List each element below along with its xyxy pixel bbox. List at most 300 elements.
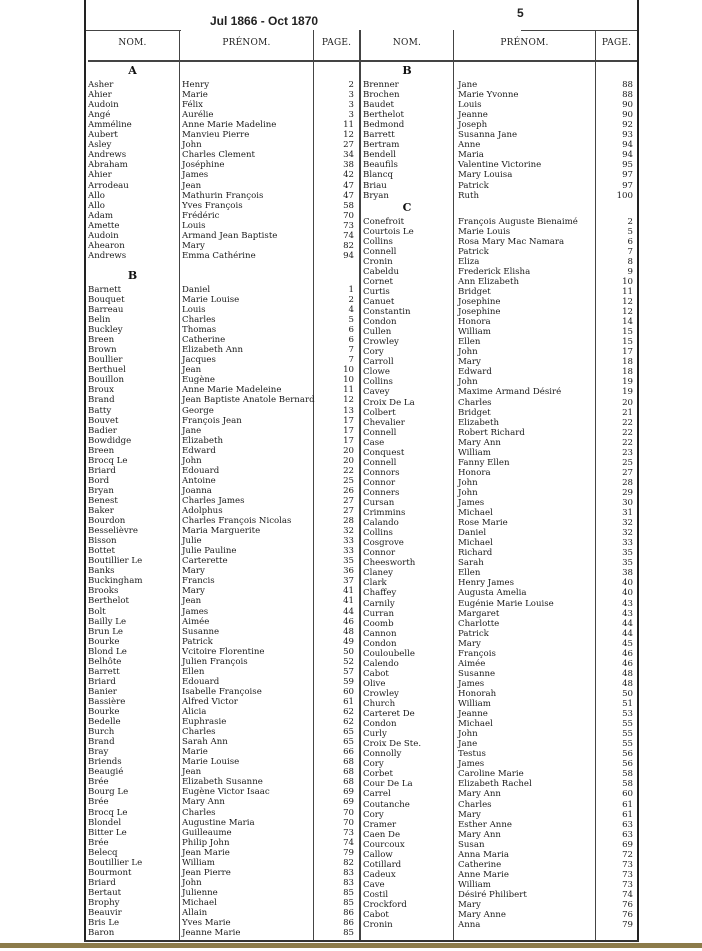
entry-page: 6 (348, 325, 354, 336)
entry-nom: Briau (363, 180, 387, 191)
entry-prenom: Vcitoire Florentine (182, 646, 265, 657)
entry-prenom: Honora (458, 317, 491, 328)
entry-prenom: Mathurin François (182, 190, 264, 201)
header-nom-right: NOM. (392, 38, 422, 48)
entry-page: 14 (622, 317, 633, 328)
entry-prenom: Mary (458, 638, 481, 649)
entry-page: 73 (343, 220, 354, 231)
entry-nom: Andrews (88, 250, 127, 261)
entry-prenom: Patrick (182, 636, 213, 647)
entry-prenom: Charles (182, 727, 216, 738)
entry-page: 65 (343, 737, 354, 748)
entry-prenom: Augustine Maria (182, 817, 255, 828)
entry-nom: Cheesworth (363, 558, 416, 569)
entry-page: 86 (343, 908, 354, 918)
entry-nom: Baron (88, 928, 115, 939)
entry-prenom: Michael (458, 508, 493, 519)
entry-nom: Brochen (363, 90, 400, 101)
entry-prenom: Louis (182, 220, 206, 231)
entry-nom: Church (363, 699, 396, 709)
entry-prenom: John (458, 377, 478, 388)
entry-prenom: Mary Ann (458, 789, 501, 800)
entry-page: 83 (343, 867, 354, 878)
entry-prenom: Daniel (458, 528, 487, 539)
entry-page: 73 (622, 879, 633, 890)
entry-page: 26 (343, 485, 354, 496)
entry-page: 12 (622, 297, 633, 307)
entry-page: 7 (348, 345, 354, 356)
entry-nom: Cavey (363, 387, 390, 398)
frame-border-right (637, 0, 639, 942)
entry-nom: Bertram (363, 140, 400, 151)
entry-page: 82 (343, 240, 354, 251)
entry-page: 68 (343, 777, 354, 788)
entry-page: 45 (622, 638, 633, 649)
entry-nom: Brand (88, 737, 115, 748)
entry-page: 50 (622, 688, 633, 699)
entry-nom: Boullier (88, 355, 123, 366)
entry-page: 35 (622, 558, 633, 569)
entry-prenom: Jacques (182, 355, 216, 366)
entry-prenom: Marie Louis (458, 226, 511, 237)
entry-prenom: Charles James (182, 495, 245, 506)
entry-prenom: Daniel (182, 284, 211, 295)
entry-prenom: Mary (458, 809, 481, 820)
entry-page: 7 (627, 246, 633, 257)
divider-center (359, 30, 361, 940)
entry-prenom: Charles (182, 315, 216, 326)
entry-nom: Beaugié (88, 767, 124, 778)
entry-prenom: Patrick (458, 628, 489, 639)
entry-page: 93 (622, 130, 633, 141)
header-top-rule-right (521, 30, 637, 31)
date-range: Jul 1866 - Oct 1870 (210, 14, 319, 28)
entry-page: 27 (622, 467, 633, 478)
entry-prenom: Anna (458, 920, 481, 931)
entry-page: 21 (622, 407, 633, 418)
entry-prenom: James (182, 170, 209, 181)
entry-page: 2 (348, 80, 354, 90)
entry-page: 76 (622, 900, 633, 910)
entry-page: 36 (343, 566, 354, 577)
entry-prenom: Joseph (458, 120, 488, 131)
entry-page: 3 (348, 110, 354, 121)
section-letter: A (128, 64, 137, 77)
entry-page: 47 (343, 180, 354, 191)
frame-border-left (84, 0, 86, 942)
entry-page: 20 (343, 445, 354, 456)
entry-prenom: John (182, 877, 202, 888)
entry-page: 3 (348, 100, 354, 111)
entry-prenom: Thomas (182, 325, 217, 336)
entry-nom: Ahier (88, 90, 112, 101)
entry-page: 48 (622, 678, 633, 689)
entry-nom: Cabeldu (363, 266, 400, 277)
entry-nom: Crowley (363, 688, 399, 699)
entry-page: 18 (622, 357, 633, 368)
entry-nom: Bisson (88, 536, 117, 547)
entry-prenom: François Jean (182, 415, 242, 426)
entry-page: 85 (343, 887, 354, 898)
page-mark: 5 (517, 6, 524, 20)
entry-prenom: Ann Elizabeth (458, 276, 520, 287)
entry-nom: Amette (88, 220, 120, 231)
entry-prenom: Charles François Nicolas (182, 516, 292, 527)
entry-nom: Condon (363, 719, 397, 730)
entry-nom: Chaffey (363, 588, 397, 599)
entry-nom: Croix De Ste. (363, 739, 422, 750)
entry-page: 11 (622, 286, 633, 297)
entry-nom: Callow (363, 849, 393, 860)
entry-page: 27 (343, 140, 354, 151)
entry-page: 68 (343, 757, 354, 768)
entry-nom: Bouillon (88, 375, 124, 386)
entry-nom: Connolly (363, 749, 402, 760)
entry-page: 46 (622, 658, 633, 669)
entry-page: 15 (622, 337, 633, 348)
divider-nom-prenom-left (179, 30, 180, 940)
entry-nom: Breen (88, 445, 115, 456)
entry-page: 43 (622, 598, 633, 609)
entry-prenom: Isabelle Françoise (182, 686, 262, 697)
entry-nom: Blondel (88, 817, 122, 828)
entry-prenom: Jeanne (458, 110, 488, 121)
entry-page: 72 (622, 849, 633, 860)
entry-page: 10 (622, 276, 633, 287)
entry-prenom: Julie (182, 536, 202, 547)
entry-page: 95 (622, 160, 633, 171)
header-nom-left: NOM. (118, 38, 147, 48)
entry-nom: Croix De La (363, 397, 415, 408)
entry-prenom: Bridget (458, 286, 491, 297)
entry-page: 38 (622, 568, 633, 579)
entry-nom: Olive (363, 678, 386, 689)
entry-prenom: Charles (182, 807, 216, 818)
entry-prenom: Francis (182, 576, 215, 587)
entry-nom: Carnily (363, 598, 395, 609)
entry-nom: Cronin (363, 256, 393, 267)
entry-prenom: Margaret (458, 608, 500, 619)
entry-nom: Breen (88, 335, 115, 346)
entry-prenom: James (458, 759, 485, 770)
entry-nom: Bedmond (363, 120, 405, 131)
divider-nom-prenom-right (453, 30, 454, 940)
entry-page: 23 (622, 447, 633, 458)
entry-nom: Bourmont (88, 867, 132, 878)
entry-page: 32 (622, 518, 633, 529)
entry-prenom: Emma Cathérine (182, 250, 256, 261)
entry-page: 58 (622, 769, 633, 780)
entry-nom: Berthuel (88, 365, 126, 376)
entry-page: 17 (622, 347, 633, 358)
entry-page: 59 (343, 676, 354, 687)
entry-page: 20 (622, 397, 633, 408)
header-prenom-right: PRÉNOM. (500, 38, 549, 48)
entry-prenom: Elizabeth Ann (182, 345, 244, 356)
entry-prenom: Manvieu Pierre (182, 130, 250, 141)
entry-page: 48 (343, 626, 354, 637)
entry-nom: Bourg Le (88, 787, 129, 798)
entry-page: 74 (622, 889, 633, 900)
entry-page: 73 (622, 859, 633, 870)
entry-prenom: Edouard (182, 676, 220, 687)
entry-nom: Cory (363, 347, 384, 358)
entry-prenom: Jean Marie (182, 847, 230, 858)
entry-nom: Bourke (88, 636, 120, 647)
entry-prenom: Marie (182, 747, 208, 758)
entry-nom: Audoin (88, 100, 119, 111)
entry-nom: Bowdidge (88, 435, 132, 446)
entry-nom: Cosgrove (363, 538, 404, 549)
entry-nom: Cotillard (363, 859, 402, 870)
entry-prenom: Frederick Elisha (458, 266, 531, 277)
entry-nom: Andrews (88, 150, 127, 161)
entry-prenom: Yves Marie (182, 918, 231, 929)
entry-prenom: John (458, 729, 478, 740)
entry-page: 58 (343, 200, 354, 211)
entry-prenom: Caroline Marie (458, 769, 524, 780)
entry-page: 29 (622, 487, 633, 498)
entry-nom: Baudet (363, 100, 395, 111)
entry-page: 70 (343, 817, 354, 828)
entry-prenom: Michael (458, 538, 493, 549)
entry-page: 22 (622, 437, 633, 448)
entry-nom: Connell (363, 427, 397, 438)
entry-page: 27 (343, 506, 354, 516)
entry-page: 94 (622, 150, 633, 161)
entry-prenom: James (182, 606, 209, 617)
entry-nom: Beauvir (88, 908, 122, 918)
entry-nom: Cadeux (363, 869, 396, 880)
entry-page: 90 (622, 110, 633, 121)
entry-page: 8 (627, 256, 633, 267)
cropped-title-remnant (210, 0, 440, 5)
entry-prenom: Marie Louise (182, 757, 240, 768)
entry-nom: Banier (88, 686, 117, 697)
entry-nom: Constantin (363, 307, 411, 318)
entry-page: 13 (343, 405, 354, 416)
entry-nom: Arrodeau (88, 180, 129, 191)
entry-prenom: Allain (182, 908, 208, 918)
entry-nom: Briard (88, 877, 116, 888)
entry-page: 60 (343, 686, 354, 697)
entry-prenom: Susanna Jane (458, 130, 518, 141)
entry-nom: Bailly Le (88, 616, 127, 627)
entry-prenom: Marie Louise (182, 294, 240, 305)
entry-prenom: Ruth (458, 190, 479, 201)
entry-nom: Bryan (88, 485, 114, 496)
entry-nom: Canuet (363, 297, 395, 307)
entry-prenom: Philip John (182, 837, 230, 848)
entry-nom: Buckley (88, 325, 123, 336)
entry-prenom: Fanny Ellen (458, 457, 510, 468)
entry-page: 28 (622, 477, 633, 488)
entry-page: 17 (343, 415, 354, 426)
entry-prenom: John (182, 455, 202, 466)
entry-prenom: Maria Marguerite (182, 526, 261, 537)
entry-prenom: Jane (458, 80, 478, 90)
entry-nom: Conners (363, 487, 400, 498)
entry-nom: Cullen (363, 327, 392, 338)
entry-nom: Caen De (363, 829, 401, 840)
entry-page: 74 (343, 837, 354, 848)
entry-nom: Aubert (88, 130, 118, 141)
entry-page: 27 (343, 495, 354, 506)
entry-page: 70 (343, 807, 354, 818)
entry-nom: Cornet (363, 276, 393, 287)
entry-page: 58 (622, 779, 633, 790)
entry-prenom: François (458, 648, 496, 659)
entry-prenom: Ellen (182, 666, 205, 677)
entry-page: 65 (343, 727, 354, 738)
entry-prenom: Joséphine (182, 160, 225, 171)
entry-page: 97 (622, 180, 633, 191)
entry-nom: Belecq (88, 847, 118, 858)
entry-prenom: Anne (458, 140, 481, 151)
entry-prenom: William (458, 879, 491, 890)
entry-page: 35 (622, 548, 633, 559)
entry-prenom: Augusta Amelia (458, 588, 527, 599)
entry-prenom: Jeanne (458, 709, 488, 720)
entry-prenom: Eugène Victor Isaac (182, 787, 270, 798)
entry-page: 79 (622, 920, 633, 931)
entry-nom: Batty (88, 405, 112, 416)
entry-nom: Connell (363, 246, 397, 257)
entry-nom: Coomb (363, 618, 394, 629)
entry-nom: Costil (363, 889, 389, 900)
entry-nom: Connor (363, 548, 396, 559)
header-prenom-left: PRÉNOM. (222, 38, 271, 48)
bottom-stripe (0, 943, 702, 948)
entry-prenom: Mary Louisa (458, 170, 513, 181)
entry-prenom: Valentine Victorine (458, 160, 542, 171)
entry-prenom: Félix (182, 100, 203, 111)
entry-page: 31 (622, 508, 633, 519)
entry-page: 92 (622, 120, 633, 131)
entry-nom: Brand (88, 395, 115, 406)
entry-nom: Connell (363, 457, 397, 468)
entry-prenom: Marie Yvonne (458, 90, 519, 101)
entry-prenom: George (182, 405, 214, 416)
entry-page: 41 (343, 586, 354, 597)
entry-prenom: Jean (182, 180, 202, 191)
entry-nom: Conquest (363, 447, 405, 458)
entry-nom: Curran (363, 608, 394, 619)
entry-page: 5 (627, 226, 633, 237)
entry-nom: Brocq Le (88, 807, 128, 818)
entry-prenom: Anne Marie Madeline (182, 120, 277, 131)
entry-page: 38 (343, 160, 354, 171)
entry-prenom: Elizabeth Susanne (182, 777, 263, 788)
entry-page: 63 (622, 829, 633, 840)
entry-page: 61 (343, 696, 354, 707)
entry-nom: Banks (88, 566, 115, 577)
entry-nom: Couloubelle (363, 648, 415, 659)
entry-page: 12 (343, 395, 354, 406)
entry-page: 55 (622, 729, 633, 740)
entry-nom: Cour De La (363, 779, 413, 790)
entry-page: 49 (343, 636, 354, 647)
entry-nom: Carroll (363, 357, 394, 368)
entry-nom: Cave (363, 879, 385, 890)
entry-page: 73 (343, 827, 354, 838)
entry-prenom: Julienne (182, 887, 218, 898)
entry-prenom: John (458, 477, 478, 488)
entry-nom: Conefroit (363, 216, 405, 227)
entry-prenom: Bridget (458, 407, 491, 418)
entry-nom: Cory (363, 759, 384, 770)
entry-page: 35 (343, 556, 354, 567)
entry-nom: Allo (88, 200, 105, 211)
entry-prenom: John (182, 140, 202, 151)
entry-page: 40 (622, 588, 633, 599)
entry-prenom: Louis (182, 305, 206, 315)
entry-prenom: Armand Jean Baptiste (182, 230, 278, 241)
entry-nom: Barreau (88, 305, 124, 315)
entry-page: 32 (343, 526, 354, 537)
entry-nom: Brown (88, 345, 117, 356)
entry-nom: Brée (88, 797, 109, 808)
entry-prenom: Aurélie (182, 110, 214, 121)
entry-page: 43 (622, 608, 633, 619)
entry-page: 25 (622, 457, 633, 468)
entry-prenom: Charles (458, 397, 492, 408)
entry-page: 5 (348, 315, 354, 326)
entry-nom: Connors (363, 467, 400, 478)
entry-prenom: Mary Ann (182, 797, 225, 808)
entry-nom: Bourke (88, 707, 120, 717)
entry-page: 42 (343, 170, 354, 181)
entry-page: 62 (343, 717, 354, 728)
entry-page: 22 (343, 465, 354, 476)
entry-nom: Brenner (363, 80, 399, 90)
entry-nom: Bris Le (88, 918, 120, 929)
entry-nom: Bourdon (88, 516, 126, 527)
entry-nom: Adam (88, 210, 113, 221)
entry-nom: Cory (363, 809, 384, 820)
entry-page: 15 (622, 327, 633, 338)
entry-page: 44 (622, 618, 633, 629)
entry-prenom: Jean Pierre (182, 867, 231, 878)
entry-nom: Clowe (363, 367, 390, 378)
entry-nom: Besselièvre (88, 526, 138, 537)
entry-prenom: Eugénie Marie Louise (458, 598, 554, 609)
entry-page: 50 (343, 646, 354, 657)
entry-prenom: Adolphus (182, 506, 223, 516)
entry-prenom: Aimée (182, 616, 210, 627)
entry-nom: Asley (88, 140, 112, 151)
entry-nom: Bouvet (88, 415, 119, 426)
entry-nom: Crowley (363, 337, 399, 348)
entry-prenom: Sarah Ann (182, 737, 228, 748)
entry-nom: Brée (88, 777, 109, 788)
entry-prenom: Joanna (182, 485, 212, 496)
section-letter: B (402, 64, 412, 77)
entry-nom: Bendell (363, 150, 397, 161)
entry-prenom: Catherine (182, 335, 226, 346)
entry-page: 85 (343, 897, 354, 908)
entry-prenom: Michael (458, 719, 493, 730)
entry-nom: Berthelot (363, 110, 404, 121)
entry-nom: Brocq Le (88, 455, 128, 466)
entry-page: 56 (622, 759, 633, 770)
entry-prenom: Henry James (458, 578, 515, 589)
entry-page: 53 (622, 709, 633, 720)
entry-nom: Carteret De (363, 709, 415, 720)
entry-prenom: Susanne (182, 626, 220, 637)
entry-nom: Cursan (363, 498, 395, 508)
entry-prenom: Mary (182, 566, 205, 577)
